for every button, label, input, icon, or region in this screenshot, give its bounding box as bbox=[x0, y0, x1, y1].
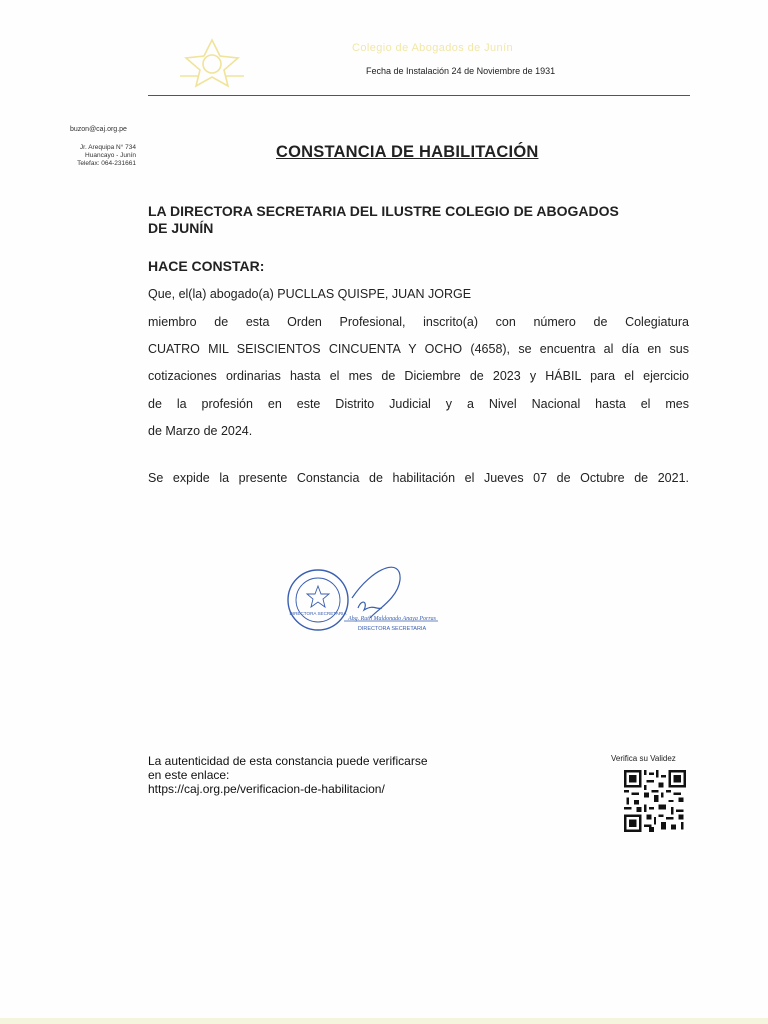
body-line: cotizaciones ordinarias hasta el mes de Diciembre de 2023 y HÁBIL para el ejercicio bbox=[148, 369, 689, 383]
college-emblem-logo bbox=[176, 36, 248, 88]
body-line: de Marzo de 2024. bbox=[148, 424, 253, 438]
issuer-heading-line: DE JUNÍN bbox=[148, 220, 214, 236]
issue-date-statement: Se expide la presente Constancia de habilitación el Jueves 07 de Octubre de 2021. bbox=[148, 471, 689, 485]
verification-qr-code[interactable] bbox=[624, 770, 686, 832]
signer-role: DIRECTORA SECRETARIA bbox=[357, 626, 427, 632]
address-line: Telefax: 064-231661 bbox=[77, 160, 136, 167]
header-divider bbox=[148, 95, 690, 96]
document-title: CONSTANCIA DE HABILITACIÓN bbox=[276, 143, 539, 161]
verification-url-link[interactable]: https://caj.org.pe/verificacion-de-habilitacion/ bbox=[148, 782, 385, 796]
contact-email: buzon@caj.org.pe bbox=[70, 126, 127, 133]
official-stamp-signature bbox=[282, 558, 442, 636]
hace-constar-heading: HACE CONSTAR: bbox=[148, 258, 265, 274]
address-line: Huancayo - Junín bbox=[85, 152, 136, 159]
body-line: CUATRO MIL SEISCIENTOS CINCUENTA Y OCHO (4658), se encuentra al día en sus bbox=[148, 342, 689, 356]
body-line: miembro de esta Orden Profesional, inscrito(a) con número de Colegiatura bbox=[148, 315, 689, 329]
installation-date: Fecha de Instalación 24 de Noviembre de 1931 bbox=[366, 66, 556, 76]
address-line: Jr. Arequipa N° 734 bbox=[79, 144, 136, 151]
verification-note bbox=[148, 754, 428, 796]
signer-name: Abg. Ruth Maldonado Anaya Porras bbox=[347, 616, 437, 622]
issuer-heading bbox=[148, 203, 708, 237]
verification-line: La autenticidad de esta constancia puede verificarse bbox=[148, 754, 428, 768]
qr-label: Verifica su Validez bbox=[611, 754, 676, 763]
verification-line: en este enlace: bbox=[148, 768, 230, 782]
stamp-role-text: DIRECTORA SECRETARIA bbox=[289, 611, 347, 616]
issuer-heading-line: LA DIRECTORA SECRETARIA DEL ILUSTRE COLEGIO DE ABOGADOS bbox=[148, 203, 619, 219]
college-name-watermark: Colegio de Abogados de Junín bbox=[352, 42, 514, 54]
scan-edge bbox=[0, 1018, 768, 1024]
body-line: de la profesión en este Distrito Judicial y a Nivel Nacional hasta el mes bbox=[148, 397, 689, 411]
body-line-lawyer: Que, el(la) abogado(a) PUCLLAS QUISPE, JUAN JORGE bbox=[148, 287, 472, 301]
contact-address bbox=[64, 144, 136, 168]
